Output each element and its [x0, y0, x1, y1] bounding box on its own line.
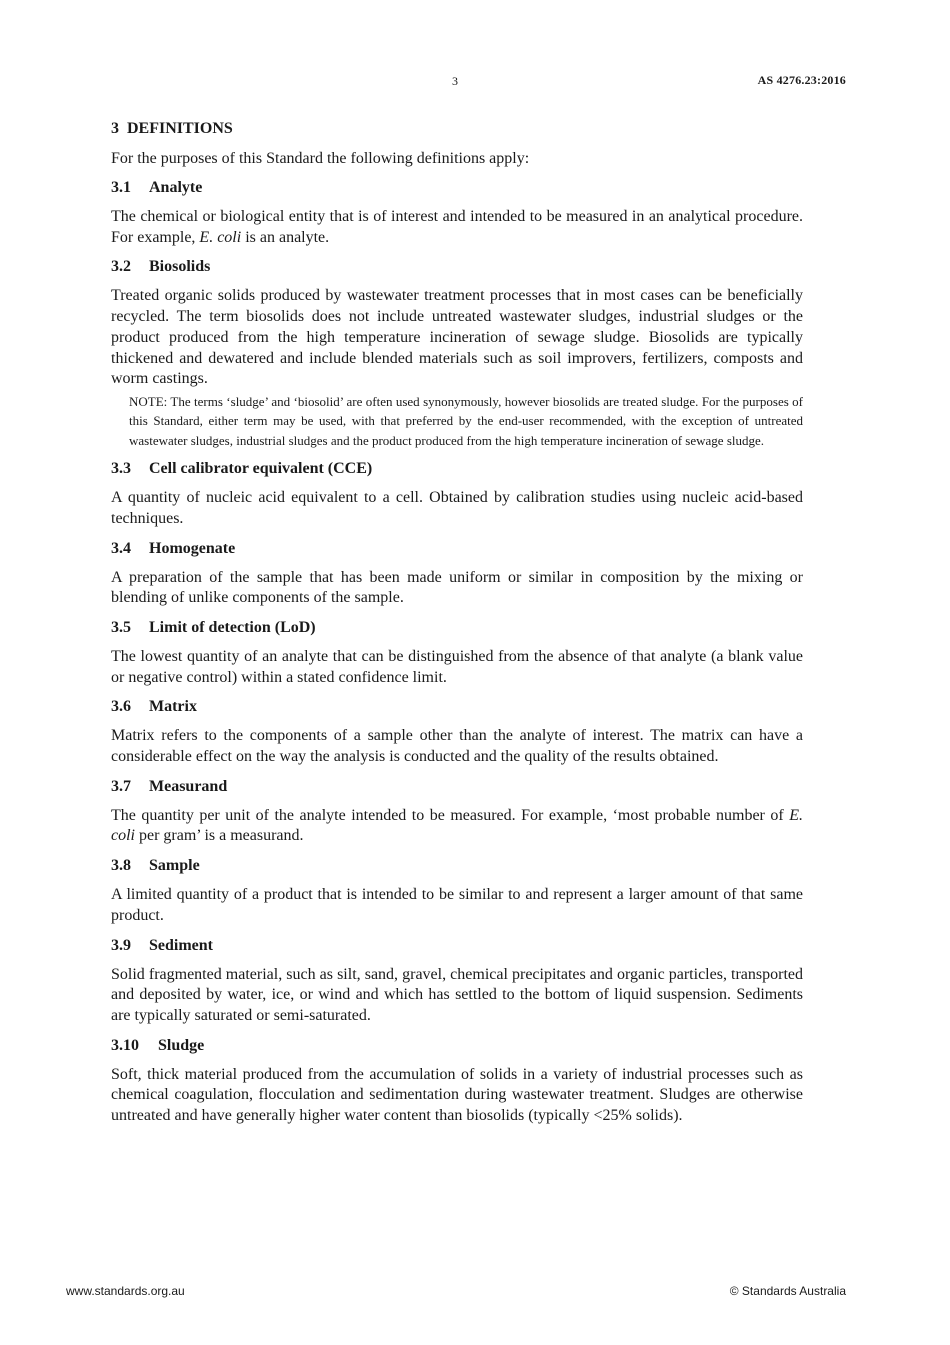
definition-term: Sample — [149, 857, 200, 875]
definition-term: Sediment — [149, 936, 213, 954]
document-body — [111, 118, 803, 1135]
definition-number: 3.8 — [111, 857, 131, 875]
definition-term: Analyte — [149, 179, 203, 196]
definition-sludge — [111, 1035, 803, 1127]
definition-note: NOTE: The terms ‘sludge’ and ‘biosolid’ are often used synonymously, however biosolids are treated sludge. For the purposes of this Standard, either term may be used, with that preferred by the end-user recommended, with the exception of untreated wastewater sludges, industrial sludges and the product produced from the high temperature incineration of sewage sludge. — [129, 393, 803, 448]
definition-number: 3.5 — [111, 618, 131, 636]
text-run: The quantity per unit of the analyte intended to be measured. For example, ‘most probable number of — [111, 806, 790, 824]
definition-heading — [111, 617, 803, 639]
standard-id: AS 4276.23:2016 — [757, 73, 846, 87]
definition-text: A preparation of the sample that has been made uniform or similar in composition by the mixing or blending of unlike components of the sample. — [111, 568, 803, 607]
italic-run: E. coli — [199, 228, 242, 246]
definition-term: Biosolids — [149, 258, 211, 276]
page-number: 3 — [452, 74, 458, 88]
definition-heading — [111, 855, 803, 877]
definition-number: 3.4 — [111, 539, 131, 557]
definition-biosolids — [111, 256, 803, 450]
definition-heading — [111, 256, 803, 278]
definition-text: A quantity of nucleic acid equivalent to a cell. Obtained by calibration studies using nucleic acid-based techniques. — [111, 489, 803, 527]
section-number: 3 — [111, 120, 119, 137]
definition-term: Sludge — [158, 1036, 205, 1054]
definition-measurand — [111, 776, 803, 847]
definition-heading — [111, 458, 803, 480]
footer-website: www.standards.org.au — [66, 1284, 185, 1298]
definition-heading — [111, 177, 803, 199]
italic-run: E. coli — [111, 806, 803, 845]
definition-text — [111, 806, 803, 847]
definition-text: Treated organic solids produced by wastewater treatment processes that in most cases can be beneficially recycled. The term biosolids does not include untreated wastewater sludges, industrial sludges or the product produced from the high temperature incineration of sewage sludge. Biosolids are typically thickened and dewatered and include blended materials such as soil improvers, fertilizers, composts and worm castings. — [111, 287, 803, 388]
text-run: per gram’ is a measurand. — [135, 827, 304, 845]
footer-copyright: © Standards Australia — [729, 1284, 846, 1298]
definition-number: 3.2 — [111, 258, 131, 276]
text-run: is an analyte. — [241, 228, 330, 246]
definition-term: Matrix — [149, 698, 197, 716]
text-run: The chemical or biological entity that is of interest and intended to be measured in an analytical procedure. For example, — [111, 208, 803, 246]
definition-sediment — [111, 935, 803, 1027]
definition-cce — [111, 458, 803, 529]
definition-number: 3.1 — [111, 179, 131, 196]
definition-heading — [111, 935, 803, 957]
definition-number: 3.10 — [111, 1036, 139, 1054]
section-intro: For the purposes of this Standard the following definitions apply: — [111, 150, 530, 167]
definition-lod — [111, 617, 803, 688]
definition-heading — [111, 538, 803, 560]
section-heading — [111, 118, 803, 140]
definition-term: Limit of detection (LoD) — [149, 618, 316, 636]
definition-text: Solid fragmented material, such as silt, sand, gravel, chemical precipitates and organic particles, transported and deposited by water, ice, or wind and which has settled to the bottom of liquid suspension. Sediments are typically saturated or semi-saturated. — [111, 965, 803, 1024]
definition-sample — [111, 855, 803, 926]
definition-matrix — [111, 696, 803, 767]
definition-text: A limited quantity of a product that is intended to be similar to and represent a larger amount of that same product. — [111, 886, 803, 924]
definition-number: 3.6 — [111, 698, 131, 716]
definition-heading — [111, 696, 803, 718]
definition-text: Matrix refers to the components of a sample other than the analyte of interest. The matrix can have a considerable effect on the way the analysis is conducted and the quality of the results obtained. — [111, 727, 803, 766]
definition-term: Homogenate — [149, 539, 236, 557]
definition-text: Soft, thick material produced from the accumulation of solids in a variety of industrial processes such as chemical coagulation, flocculation and sedimentation during wastewater treatment. Sludges are otherwise untreated and have generally higher water content than biosolids (typically <25% solids). — [111, 1065, 803, 1125]
definition-term: Measurand — [149, 777, 228, 795]
definition-heading — [111, 1035, 803, 1057]
definition-analyte — [111, 177, 803, 248]
definition-number: 3.3 — [111, 460, 131, 478]
section-title: DEFINITIONS — [127, 120, 233, 137]
definition-homogenate — [111, 538, 803, 609]
definition-text: The lowest quantity of an analyte that can be distinguished from the absence of that analyte (a blank value or negative control) within a stated confidence limit. — [111, 647, 803, 686]
definition-number: 3.7 — [111, 777, 131, 795]
definition-term: Cell calibrator equivalent (CCE) — [149, 460, 373, 478]
definition-heading — [111, 776, 803, 798]
definition-text — [111, 207, 803, 248]
definition-number: 3.9 — [111, 936, 131, 954]
